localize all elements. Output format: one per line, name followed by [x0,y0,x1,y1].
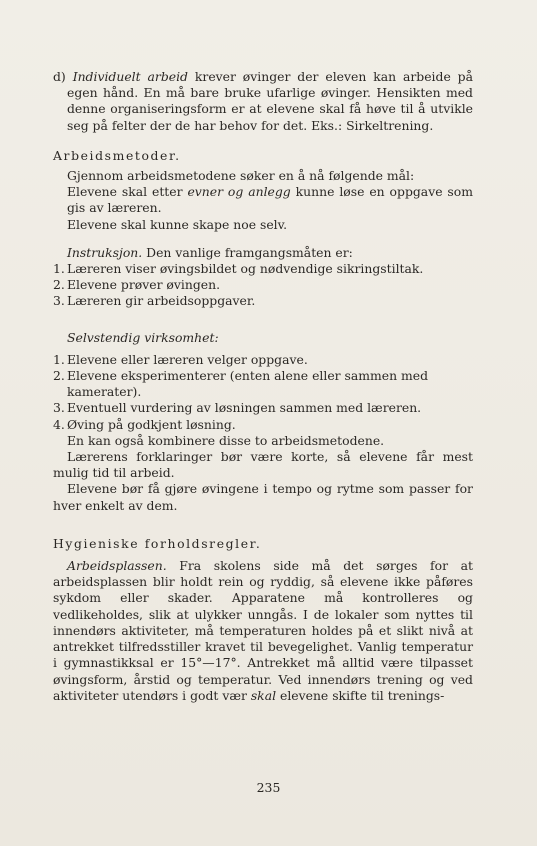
selvstendig-list [53,352,473,433]
item-number: 3. [53,400,65,416]
page-number: 235 [256,780,281,795]
arbeidsplassen-text-end: elevene skifte til trenings- [276,687,445,703]
item-number: 2. [53,368,65,384]
item-number: 3. [53,293,65,309]
item-text: Elevene prøver øvingen. [67,277,221,293]
goal-1-end: kunne løse en oppgave som gis av læreren. [67,184,473,216]
instruksjon-line [53,245,473,261]
item-number: 2. [53,277,65,293]
item-number: 1. [53,351,65,367]
list-item [53,368,473,400]
intro-line: Gjennom arbeidsmetodene søker en å nå følgende mål: [67,168,415,184]
instruksjon-label: Instruksjon. [67,244,143,260]
combine-line: En kan også kombinere disse to arbeidsmetodene. [67,432,385,448]
item-text: Læreren viser øvingsbildet og nødvendige sikringstiltak. [67,261,424,277]
instruksjon-list [53,261,473,310]
selvstendig-heading: Selvstendig virksomhet: [67,329,219,345]
forklaringer-paragraph: Lærerens forklaringer bør være korte, så elevene får mest mulig tid til arbeid. [53,449,473,481]
tempo-paragraph: Elevene bør få gjøre øvingene i tempo og rytme som passer for hver enkelt av dem. [53,481,473,513]
heading-arbeidsmetoder: Arbeidsmetoder. [53,147,181,163]
list-item [53,261,473,277]
item-text: Elevene eksperimenterer (enten alene eller sammen med kamerater). [67,368,429,400]
item-number: 4. [53,416,65,432]
italic-skal: skal [250,687,277,703]
goal-2: Elevene skal kunne skape noe selv. [67,216,288,232]
arbeidsplassen-paragraph [53,558,473,704]
goal-1-start: Elevene skal etter [67,184,188,200]
item-text: Læreren gir arbeidsoppgaver. [67,293,256,309]
list-label: d) [53,69,66,84]
italic-term: Individuelt arbeid [72,69,188,84]
instruksjon-text: Den vanlige framgangsmåten er: [142,244,353,260]
page-text [53,69,473,704]
arbeidsplassen-label: Arbeidsplassen. [67,558,167,574]
list-item [53,417,473,433]
item-text: Eventuell vurdering av løsningen sammen med læreren. [67,400,422,416]
list-item [53,400,473,416]
item-text: Elevene eller læreren velger oppgave. [67,351,308,367]
paragraph-individuelt-arbeid [53,69,473,134]
heading-hygieniske: Hygieniske forholdsregler. [53,535,262,551]
list-item [53,277,473,293]
item-number: 1. [53,261,65,277]
arbeidsplassen-text: Fra skolens side må det sørges for at arbeidsplassen blir holdt rein og ryddig, så elevene ikke påføres sykdom eller skader. Apparatene må kontrolleres og vedlikeholdes, slik at ulykker unngås. I de lokaler som nyttes til innendørs aktiviteter, må temperaturen holdes på et slikt nivå at antrekket tilfredsstiller kravet til bevegelighet. Vanlig temperatur i gymnastikksal er 15°—17°. Antrekket må alltid være tilpasset øvingsform, årstid og temperatur. Ved innendørs trening og ved aktiviteter utendørs i godt vær [53,558,473,703]
list-item [53,352,473,368]
goal-1-italic: evner og anlegg [187,184,291,200]
goal-1 [53,184,473,216]
item-text: Øving på godkjent løsning. [67,416,236,432]
list-item [53,293,473,309]
paragraph-text: krever øvinger der eleven kan arbeide på egen hånd. En må bare bruke ufarlige øvinger. Hensikten med denne organiseringsform er at elevene skal få høve til å utvikle seg på felter der de har behov for det. Eks.: Sirkeltrening. [67,69,473,133]
